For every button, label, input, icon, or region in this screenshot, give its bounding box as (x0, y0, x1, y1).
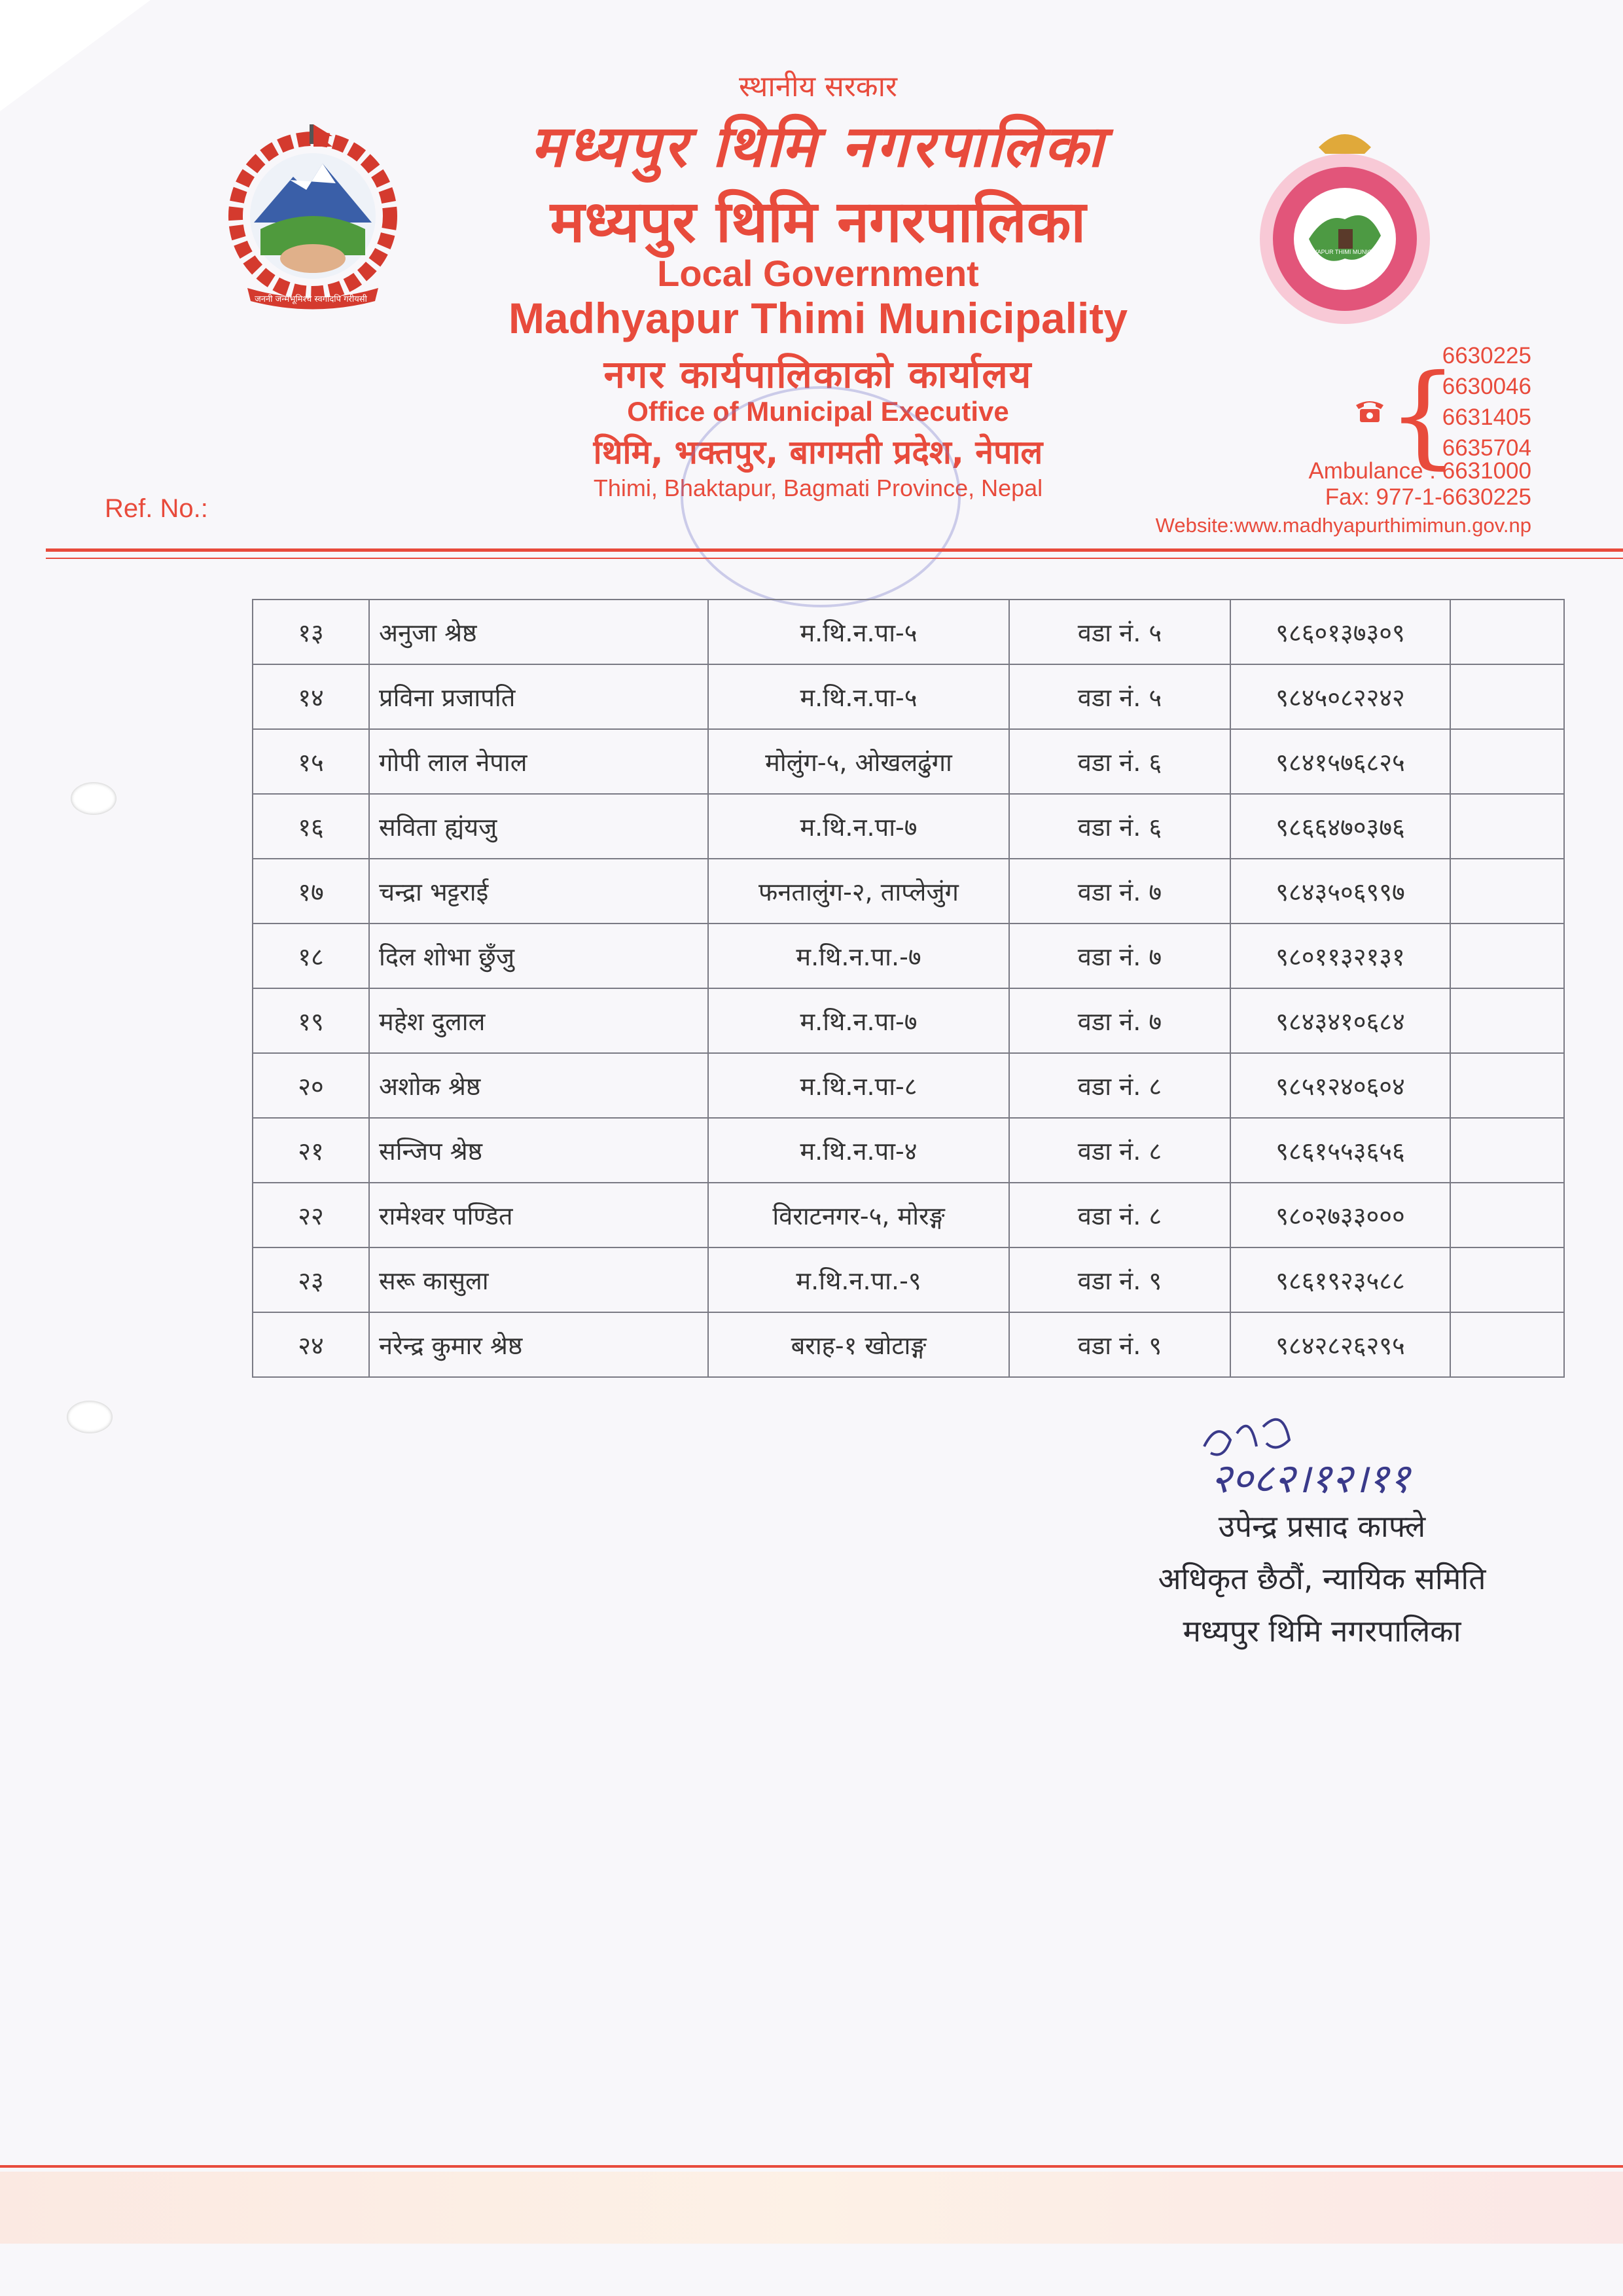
name-cell: अशोक श्रेष्ठ (369, 1053, 708, 1118)
handwritten-signature (1191, 1407, 1531, 1505)
empty-cell (1450, 1312, 1564, 1377)
signer-title: अधिकृत छैठौं, न्यायिक समिति (1158, 1561, 1486, 1596)
local-government-english: Local Government (657, 253, 979, 294)
serial-number-cell: २३ (253, 1247, 369, 1312)
emblem-motto: जननी जन्मभूमिश्च स्वर्गादपि गरीयसी (255, 295, 367, 304)
phone-cell: ९८४३४१०६८४ (1230, 988, 1450, 1053)
footer-rule (0, 2165, 1623, 2168)
phone-cell: ९८६१९२३५८८ (1230, 1247, 1450, 1312)
phone-number: 6631405 (1442, 404, 1531, 430)
address-cell: फनतालुंग-२, ताप्लेजुंग (708, 859, 1009, 924)
table-row (253, 1183, 1564, 1247)
nepal-emblem-icon (208, 124, 418, 314)
serial-number-cell: १७ (253, 859, 369, 924)
signature-date: २०८२।१२।११ (1211, 1454, 1410, 1502)
address-cell: म.थि.न.पा-४ (708, 1118, 1009, 1183)
serial-number-cell: २४ (253, 1312, 369, 1377)
ward-cell: वडा नं. ७ (1009, 988, 1230, 1053)
name-cell: सविता ह्यंयजु (369, 794, 708, 859)
table-row (253, 1053, 1564, 1118)
municipality-name-nepali-decorative: मध्यपुर थिमि नगरपालिका (530, 113, 1106, 180)
phone-number: 6630046 (1442, 374, 1531, 399)
empty-cell (1450, 794, 1564, 859)
serial-number-cell: १६ (253, 794, 369, 859)
table-row (253, 794, 1564, 859)
empty-cell (1450, 924, 1564, 988)
phone-cell: ९८६६४७०३७६ (1230, 794, 1450, 859)
address-cell: विराटनगर-५, मोरङ्ग (708, 1183, 1009, 1247)
ward-cell: वडा नं. ६ (1009, 729, 1230, 794)
municipality-name-english: Madhyapur Thimi Municipality (508, 294, 1128, 342)
phone-number: 6630225 (1442, 343, 1531, 368)
ward-cell: वडा नं. ८ (1009, 1183, 1230, 1247)
name-cell: दिल शोभा छुँजु (369, 924, 708, 988)
address-cell: म.थि.न.पा-८ (708, 1053, 1009, 1118)
roster-table-body (253, 600, 1564, 1377)
table-row (253, 1247, 1564, 1312)
website: Website:www.madhyapurthimimun.gov.np (1155, 514, 1531, 537)
municipality-logo-icon (1247, 121, 1443, 331)
ward-cell: वडा नं. ५ (1009, 664, 1230, 729)
serial-number-cell: १३ (253, 600, 369, 664)
ambulance-number: Ambulance : 6631000 (1308, 458, 1531, 484)
table-row (253, 600, 1564, 664)
ward-cell: वडा नं. ७ (1009, 859, 1230, 924)
brace-icon: { (1387, 351, 1459, 480)
address-cell: म.थि.न.पा-७ (708, 794, 1009, 859)
name-cell: सरू कासुला (369, 1247, 708, 1312)
serial-number-cell: १८ (253, 924, 369, 988)
address-cell: म.थि.न.पा-७ (708, 988, 1009, 1053)
address-cell: म.थि.न.पा-५ (708, 600, 1009, 664)
address-english: Thimi, Bhaktapur, Bagmati Province, Nepal (593, 475, 1043, 501)
empty-cell (1450, 729, 1564, 794)
address-cell: मोलुंग-५, ओखलढुंगा (708, 729, 1009, 794)
name-cell: नरेन्द्र कुमार श्रेष्ठ (369, 1312, 708, 1377)
ward-cell: वडा नं. ७ (1009, 924, 1230, 988)
serial-number-cell: २१ (253, 1118, 369, 1183)
empty-cell (1450, 600, 1564, 664)
phone-cell: ९८०२७३३००० (1230, 1183, 1450, 1247)
signer-name: उपेन्द्र प्रसाद काफ्ले (1218, 1509, 1426, 1544)
punch-hole (67, 1401, 113, 1433)
office-name-english: Office of Municipal Executive (627, 396, 1009, 427)
serial-number-cell: २० (253, 1053, 369, 1118)
empty-cell (1450, 988, 1564, 1053)
table-row (253, 1118, 1564, 1183)
table-row (253, 988, 1564, 1053)
name-cell: सन्जिप श्रेष्ठ (369, 1118, 708, 1183)
phone-cell: ९८४३५०६९९७ (1230, 859, 1450, 924)
address-cell: म.थि.न.पा.-७ (708, 924, 1009, 988)
serial-number-cell: १४ (253, 664, 369, 729)
serial-number-cell: १५ (253, 729, 369, 794)
name-cell: अनुजा श्रेष्ठ (369, 600, 708, 664)
empty-cell (1450, 859, 1564, 924)
name-cell: प्रविना प्रजापति (369, 664, 708, 729)
ward-cell: वडा नं. ६ (1009, 794, 1230, 859)
logo-text-english: MADHYAPUR THIMI MUNICIPALITY (1296, 249, 1394, 255)
address-cell: म.थि.न.पा-५ (708, 664, 1009, 729)
table-row (253, 859, 1564, 924)
serial-number-cell: १९ (253, 988, 369, 1053)
office-name-nepali: नगर कार्यपालिकाको कार्यालय (603, 352, 1033, 397)
table-row (253, 924, 1564, 988)
name-cell: चन्द्रा भट्टराई (369, 859, 708, 924)
table-row (253, 664, 1564, 729)
telephone-icon (1353, 396, 1386, 425)
address-cell: बराह-१ खोटाङ्ग (708, 1312, 1009, 1377)
table-row (253, 1312, 1564, 1377)
ward-cell: वडा नं. ५ (1009, 600, 1230, 664)
reference-number-label: Ref. No.: (105, 494, 208, 523)
fax-number: Fax: 977-1-6630225 (1325, 484, 1531, 510)
phone-cell: ९८४१५७६८२५ (1230, 729, 1450, 794)
signer-organization: मध्यपुर थिमि नगरपालिका (1183, 1613, 1461, 1649)
serial-number-cell: २२ (253, 1183, 369, 1247)
phone-number: 6635704 (1442, 435, 1531, 461)
local-government-nepali: स्थानीय सरकार (739, 70, 897, 103)
empty-cell (1450, 1118, 1564, 1183)
name-cell: रामेश्वर पण्डित (369, 1183, 708, 1247)
phone-cell: ९८६०१३७३०९ (1230, 600, 1450, 664)
empty-cell (1450, 1053, 1564, 1118)
logo-text-nepali: मध्यपुर थिमि नगरपालिका (1314, 202, 1376, 209)
phone-cell: ९८०११३२१३१ (1230, 924, 1450, 988)
footer-band (0, 2172, 1623, 2244)
municipality-name-nepali: मध्यपुर थिमि नगरपालिका (550, 188, 1086, 255)
phone-cell: ९८५१२४०६०४ (1230, 1053, 1450, 1118)
name-cell: महेश दुलाल (369, 988, 708, 1053)
roster-table (252, 599, 1565, 1378)
header-rule (46, 548, 1623, 552)
empty-cell (1450, 1183, 1564, 1247)
empty-cell (1450, 1247, 1564, 1312)
punch-hole (71, 782, 116, 815)
name-cell: गोपी लाल नेपाल (369, 729, 708, 794)
ward-cell: वडा नं. ८ (1009, 1053, 1230, 1118)
folded-corner (0, 0, 151, 111)
header-rule-thin (46, 558, 1623, 559)
table-row (253, 729, 1564, 794)
phone-cell: ९८४२८२६२९५ (1230, 1312, 1450, 1377)
ward-cell: वडा नं. ९ (1009, 1312, 1230, 1377)
office-stamp (681, 386, 961, 607)
address-nepali: थिमि, भक्तपुर, बागमती प्रदेश, नेपाल (593, 433, 1043, 471)
ward-cell: वडा नं. ८ (1009, 1118, 1230, 1183)
ward-cell: वडा नं. ९ (1009, 1247, 1230, 1312)
address-cell: म.थि.न.पा.-९ (708, 1247, 1009, 1312)
empty-cell (1450, 664, 1564, 729)
phone-cell: ९८६१५५३६५६ (1230, 1118, 1450, 1183)
phone-cell: ९८४५०८२२४२ (1230, 664, 1450, 729)
